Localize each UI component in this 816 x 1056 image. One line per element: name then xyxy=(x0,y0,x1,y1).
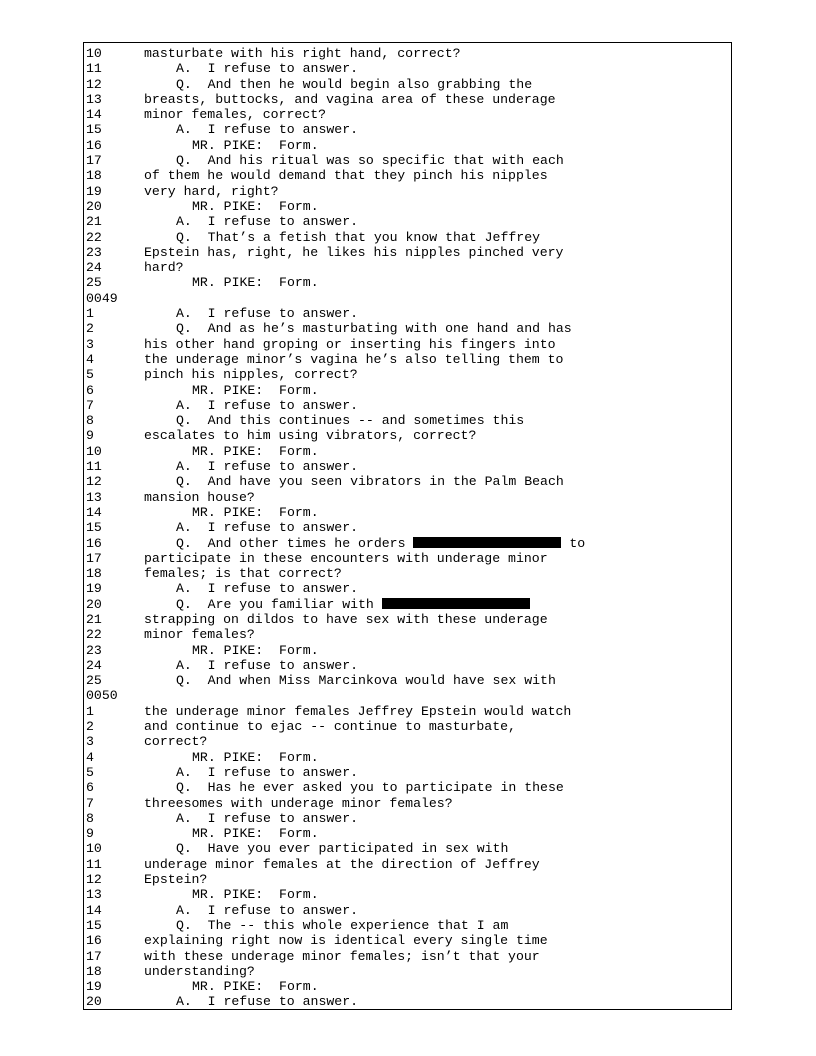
line-text-main: minor females, correct? xyxy=(144,107,327,123)
line-number: 2 xyxy=(86,719,94,735)
line-text xyxy=(176,153,564,168)
line-text-main: MR. PIKE: Form. xyxy=(192,826,319,842)
line-text xyxy=(176,214,358,229)
redaction-bar xyxy=(382,598,530,609)
line-number: 20 xyxy=(86,198,102,214)
line-number: 17 xyxy=(86,550,102,566)
line-text xyxy=(176,398,358,413)
line-number: 16 xyxy=(86,933,102,949)
line-number: 4 xyxy=(86,351,94,367)
transcript-line xyxy=(86,199,726,214)
line-text-main: A. I refuse to answer. xyxy=(176,810,359,826)
line-number: 8 xyxy=(86,413,94,429)
transcript-line xyxy=(86,872,726,887)
transcript-line xyxy=(86,275,726,290)
line-text xyxy=(144,872,207,887)
line-text xyxy=(176,230,540,245)
line-number: 6 xyxy=(86,382,94,398)
line-text xyxy=(176,459,358,474)
line-text xyxy=(144,964,255,979)
transcript-line xyxy=(86,964,726,979)
line-text xyxy=(176,306,358,321)
line-text xyxy=(192,383,319,398)
line-number: 19 xyxy=(86,183,102,199)
line-number: 5 xyxy=(86,367,94,383)
line-number: 21 xyxy=(86,214,102,230)
line-number: 8 xyxy=(86,810,94,826)
line-text-main: Epstein? xyxy=(144,872,208,888)
line-text-after-redaction: to xyxy=(561,535,586,551)
line-number: 5 xyxy=(86,764,94,780)
line-text xyxy=(176,994,358,1009)
line-text-main: Q. And have you seen vibrators in the Palm Beach xyxy=(176,474,564,490)
transcript-line xyxy=(86,887,726,902)
line-text xyxy=(176,780,564,795)
transcript-line xyxy=(86,536,726,551)
line-number: 18 xyxy=(86,963,102,979)
line-text xyxy=(176,520,358,535)
line-number: 11 xyxy=(86,61,102,77)
line-number: 3 xyxy=(86,734,94,750)
line-text xyxy=(144,184,279,199)
transcript-line xyxy=(86,780,726,795)
line-text-main: explaining right now is identical every single time xyxy=(144,933,548,949)
line-text-main: Q. The -- this whole experience that I am xyxy=(176,917,509,933)
line-text xyxy=(192,199,319,214)
line-text xyxy=(144,352,563,367)
line-text-main: A. I refuse to answer. xyxy=(176,397,359,413)
transcript-line xyxy=(86,122,726,137)
line-text-main: and continue to ejac -- continue to masturbate, xyxy=(144,719,516,735)
line-text-main: MR. PIKE: Form. xyxy=(192,198,319,214)
transcript-line xyxy=(86,138,726,153)
line-number: 3 xyxy=(86,336,94,352)
transcript-line xyxy=(86,796,726,811)
line-text-main: MR. PIKE: Form. xyxy=(192,382,319,398)
line-text-main: pinch his nipples, correct? xyxy=(144,367,358,383)
line-text-main: hard? xyxy=(144,260,184,276)
line-number: 18 xyxy=(86,566,102,582)
line-text-main: Q. That’s a fetish that you know that Jeffrey xyxy=(176,229,541,245)
transcript-line xyxy=(86,260,726,275)
line-number: 13 xyxy=(86,91,102,107)
line-text-main: the underage minor females Jeffrey Epstein would watch xyxy=(144,703,572,719)
line-text xyxy=(176,77,532,92)
line-text-main: Q. And as he’s masturbating with one hand and has xyxy=(176,321,572,337)
transcript-line xyxy=(86,321,726,336)
line-number: 4 xyxy=(86,749,94,765)
line-text-main: MR. PIKE: Form. xyxy=(192,443,319,459)
line-number: 22 xyxy=(86,229,102,245)
line-number: 14 xyxy=(86,107,102,123)
transcript-line xyxy=(86,841,726,856)
line-number: 23 xyxy=(86,244,102,260)
line-number: 24 xyxy=(86,657,102,673)
line-number: 16 xyxy=(86,535,102,551)
line-text xyxy=(176,903,358,918)
transcript-line xyxy=(86,643,726,658)
line-text-main: participate in these encounters with underage minor xyxy=(144,550,548,566)
line-number: 13 xyxy=(86,887,102,903)
line-number: 10 xyxy=(86,46,102,61)
line-number: 19 xyxy=(86,581,102,597)
transcript-line xyxy=(86,734,726,749)
line-text xyxy=(144,949,540,964)
transcript-line xyxy=(86,184,726,199)
line-text-main: A. I refuse to answer. xyxy=(176,657,359,673)
line-text xyxy=(176,61,358,76)
line-number: 16 xyxy=(86,137,102,153)
transcript-line xyxy=(86,979,726,994)
line-text-main: masturbate with his right hand, correct? xyxy=(144,46,461,61)
line-text xyxy=(144,627,255,642)
line-number: 9 xyxy=(86,826,94,842)
line-number: 25 xyxy=(86,275,102,291)
transcript-line xyxy=(86,77,726,92)
line-text-main: A. I refuse to answer. xyxy=(176,581,359,597)
line-text xyxy=(176,673,556,688)
line-text xyxy=(192,887,319,902)
line-text-main: of them he would demand that they pinch his nipples xyxy=(144,168,548,184)
line-number: 15 xyxy=(86,520,102,536)
line-text xyxy=(176,474,564,489)
line-number: 1 xyxy=(86,306,94,322)
transcript-line xyxy=(86,658,726,673)
line-text-main: with these underage minor females; isn’t that your xyxy=(144,948,540,964)
transcript-line xyxy=(86,413,726,428)
transcript-line xyxy=(86,918,726,933)
line-text-main: MR. PIKE: Form. xyxy=(192,137,319,153)
line-number: 21 xyxy=(86,611,102,627)
line-text-main: Q. And other times he orders xyxy=(176,535,414,551)
line-text xyxy=(144,260,184,275)
line-text xyxy=(144,796,453,811)
transcript-line xyxy=(86,459,726,474)
line-number: 14 xyxy=(86,902,102,918)
line-text xyxy=(192,826,319,841)
line-text-main: understanding? xyxy=(144,963,255,979)
line-text-main: MR. PIKE: Form. xyxy=(192,642,319,658)
line-text xyxy=(192,750,319,765)
line-text-main: Q. And this continues -- and sometimes this xyxy=(176,413,525,429)
transcript-line xyxy=(86,398,726,413)
line-text-main: MR. PIKE: Form. xyxy=(192,749,319,765)
line-text xyxy=(144,933,548,948)
line-text xyxy=(176,765,358,780)
line-text xyxy=(176,413,524,428)
transcript-line xyxy=(86,306,726,321)
line-text-main: his other hand groping or inserting his fingers into xyxy=(144,336,556,352)
line-text-main: females; is that correct? xyxy=(144,566,342,582)
line-number: 24 xyxy=(86,260,102,276)
line-text-main: MR. PIKE: Form. xyxy=(192,979,319,995)
transcript-lines xyxy=(86,46,726,1010)
line-text xyxy=(192,138,319,153)
line-text-main: MR. PIKE: Form. xyxy=(192,275,319,291)
line-text-main: A. I refuse to answer. xyxy=(176,214,359,230)
line-text xyxy=(176,581,358,596)
line-text-main: correct? xyxy=(144,734,208,750)
line-number: 0049 xyxy=(86,290,118,306)
line-text xyxy=(176,658,358,673)
line-text xyxy=(192,643,319,658)
line-text xyxy=(144,551,548,566)
line-number: 23 xyxy=(86,642,102,658)
transcript-line xyxy=(86,505,726,520)
line-number: 6 xyxy=(86,780,94,796)
line-text-main: the underage minor’s vagina he’s also telling them to xyxy=(144,351,564,367)
transcript-line xyxy=(86,291,726,306)
line-text-main: A. I refuse to answer. xyxy=(176,459,359,475)
line-text xyxy=(144,857,540,872)
line-text xyxy=(144,734,207,749)
transcript-line xyxy=(86,811,726,826)
transcript-line xyxy=(86,750,726,765)
line-number: 0050 xyxy=(86,688,118,704)
line-text-main: MR. PIKE: Form. xyxy=(192,887,319,903)
transcript-line xyxy=(86,245,726,260)
line-text xyxy=(176,597,530,612)
line-text-main: Q. Have you ever participated in sex with xyxy=(176,841,509,857)
transcript-line xyxy=(86,490,726,505)
transcript-line xyxy=(86,903,726,918)
line-number: 12 xyxy=(86,76,102,92)
redaction-bar xyxy=(413,537,561,548)
transcript-line xyxy=(86,474,726,489)
line-number: 1 xyxy=(86,703,94,719)
line-number: 12 xyxy=(86,872,102,888)
transcript-line xyxy=(86,230,726,245)
line-text xyxy=(192,505,319,520)
line-text xyxy=(144,566,342,581)
line-number: 7 xyxy=(86,795,94,811)
transcript-line xyxy=(86,444,726,459)
line-number: 12 xyxy=(86,474,102,490)
line-text-main: Epstein has, right, he likes his nipples pinched very xyxy=(144,244,564,260)
line-number: 9 xyxy=(86,428,94,444)
line-text xyxy=(144,367,358,382)
transcript-line xyxy=(86,765,726,780)
line-number: 2 xyxy=(86,321,94,337)
transcript-line xyxy=(86,719,726,734)
line-number: 18 xyxy=(86,168,102,184)
line-text-main: A. I refuse to answer. xyxy=(176,902,359,918)
line-text-main: A. I refuse to answer. xyxy=(176,994,359,1010)
line-text xyxy=(144,428,476,443)
line-number: 15 xyxy=(86,122,102,138)
line-text xyxy=(176,811,358,826)
transcript-line xyxy=(86,168,726,183)
transcript-line xyxy=(86,857,726,872)
line-text xyxy=(144,719,516,734)
transcript-line xyxy=(86,214,726,229)
line-text xyxy=(176,536,585,551)
line-text-main: threesomes with underage minor females? xyxy=(144,795,453,811)
line-number: 11 xyxy=(86,459,102,475)
line-number: 13 xyxy=(86,489,102,505)
line-text-main: A. I refuse to answer. xyxy=(176,520,359,536)
line-number: 10 xyxy=(86,443,102,459)
line-text-main: Q. And his ritual was so specific that with each xyxy=(176,153,564,169)
line-number: 20 xyxy=(86,994,102,1010)
line-text xyxy=(176,122,358,137)
line-text xyxy=(192,444,319,459)
line-text-main: A. I refuse to answer. xyxy=(176,122,359,138)
transcript-line xyxy=(86,520,726,535)
transcript-line xyxy=(86,46,726,61)
line-text xyxy=(176,918,508,933)
line-text xyxy=(144,490,255,505)
transcript-line xyxy=(86,688,726,703)
line-text-main: Q. And then he would begin also grabbing the xyxy=(176,76,533,92)
line-text xyxy=(144,612,548,627)
transcript-line xyxy=(86,704,726,719)
transcript-line xyxy=(86,566,726,581)
line-text xyxy=(144,337,556,352)
line-text xyxy=(192,979,319,994)
line-text-main: very hard, right? xyxy=(144,183,279,199)
line-text-main: breasts, buttocks, and vagina area of these underage xyxy=(144,91,556,107)
line-number: 15 xyxy=(86,917,102,933)
line-text-main: A. I refuse to answer. xyxy=(176,61,359,77)
transcript-line xyxy=(86,551,726,566)
transcript-line xyxy=(86,949,726,964)
line-number: 22 xyxy=(86,627,102,643)
line-text-main: Q. And when Miss Marcinkova would have sex with xyxy=(176,673,556,689)
transcript-line xyxy=(86,367,726,382)
line-text-main: minor females? xyxy=(144,627,255,643)
line-text xyxy=(144,168,548,183)
transcript-line xyxy=(86,383,726,398)
line-number: 14 xyxy=(86,504,102,520)
transcript-line xyxy=(86,153,726,168)
line-text xyxy=(144,704,571,719)
transcript-line xyxy=(86,92,726,107)
transcript-line xyxy=(86,581,726,596)
transcript-line xyxy=(86,597,726,612)
transcript-line xyxy=(86,428,726,443)
line-number: 17 xyxy=(86,948,102,964)
line-text xyxy=(144,92,556,107)
line-text xyxy=(176,841,508,856)
line-number: 11 xyxy=(86,856,102,872)
line-text-main: MR. PIKE: Form. xyxy=(192,504,319,520)
line-text-main: A. I refuse to answer. xyxy=(176,764,359,780)
line-text-main: escalates to him using vibrators, correct? xyxy=(144,428,477,444)
line-text xyxy=(176,321,572,336)
line-text-main: Q. Are you familiar with xyxy=(176,596,382,612)
transcript-line xyxy=(86,337,726,352)
transcript-line xyxy=(86,612,726,627)
line-text xyxy=(192,275,319,290)
transcript-line xyxy=(86,627,726,642)
line-number: 10 xyxy=(86,841,102,857)
transcript-line xyxy=(86,107,726,122)
line-number: 7 xyxy=(86,397,94,413)
line-text-main: A. I refuse to answer. xyxy=(176,306,359,322)
line-number: 19 xyxy=(86,979,102,995)
transcript-line xyxy=(86,826,726,841)
line-text-main: Q. Has he ever asked you to participate in these xyxy=(176,780,564,796)
line-number: 20 xyxy=(86,596,102,612)
line-text xyxy=(144,46,461,61)
transcript-line xyxy=(86,673,726,688)
transcript-line xyxy=(86,61,726,76)
line-text-main: underage minor females at the direction of Jeffrey xyxy=(144,856,540,872)
line-number: 17 xyxy=(86,153,102,169)
line-text xyxy=(144,245,563,260)
transcript-line xyxy=(86,933,726,948)
transcript-line xyxy=(86,352,726,367)
line-text-main: mansion house? xyxy=(144,489,255,505)
line-text-main: strapping on dildos to have sex with these underage xyxy=(144,611,548,627)
transcript-line xyxy=(86,994,726,1009)
line-number: 25 xyxy=(86,673,102,689)
line-text xyxy=(144,107,326,122)
